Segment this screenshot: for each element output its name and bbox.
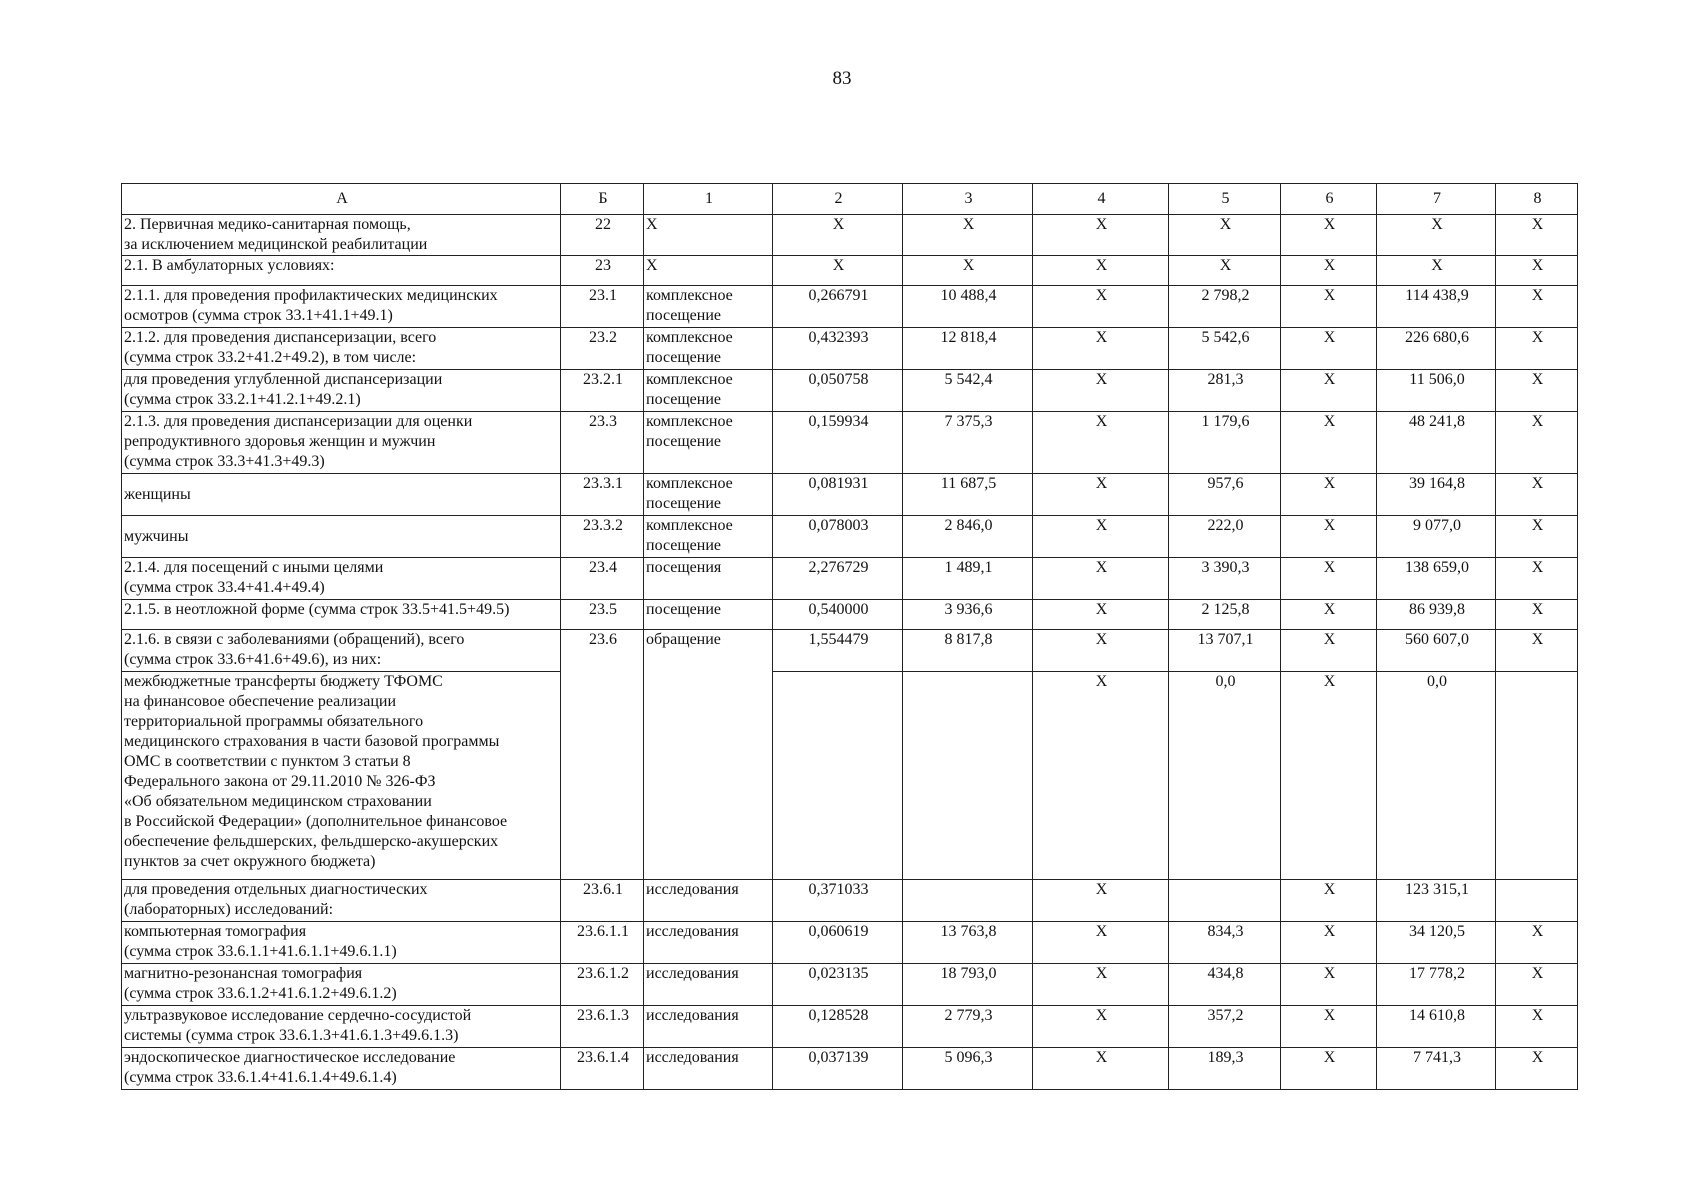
table-row [122, 328, 1578, 370]
value-cell: 9 077,0 [1377, 516, 1496, 558]
value-cell: X [1033, 558, 1169, 600]
page-number: 83 [832, 68, 852, 89]
value-cell: 5 542,6 [1169, 328, 1281, 370]
value-cell: X [1033, 412, 1169, 474]
value-cell: 0,050758 [773, 370, 903, 412]
value-cell: X [1496, 1048, 1578, 1090]
value-cell: 0,540000 [773, 600, 903, 630]
value-cell: 2 846,0 [903, 516, 1033, 558]
value-cell: X [1281, 672, 1377, 880]
value-cell: X [1033, 1006, 1169, 1048]
data-table [121, 183, 1578, 1090]
value-cell: 0,371033 [773, 880, 903, 922]
value-cell: X [1281, 286, 1377, 328]
value-cell: 357,2 [1169, 1006, 1281, 1048]
row-label: 2.1.6. в связи с заболеваниями (обращений), всего (сумма строк 33.6+41.6+49.6), из них: [122, 630, 561, 672]
value-cell: X [1281, 1006, 1377, 1048]
value-cell: X [773, 256, 903, 286]
value-cell: 39 164,8 [1377, 474, 1496, 516]
value-cell: X [1033, 880, 1169, 922]
unit-cell: X [644, 215, 773, 256]
value-cell: X [1496, 474, 1578, 516]
value-cell: X [1033, 672, 1169, 880]
value-cell: 2 798,2 [1169, 286, 1281, 328]
row-code-cell: 23.2.1 [561, 370, 644, 412]
value-cell: X [1281, 328, 1377, 370]
unit-cell: исследования [644, 1006, 773, 1048]
unit-cell: обращение [644, 630, 773, 880]
value-cell: X [1281, 600, 1377, 630]
column-header: 6 [1281, 184, 1377, 215]
unit-cell: исследования [644, 1048, 773, 1090]
value-cell: X [1033, 474, 1169, 516]
table-row [122, 558, 1578, 600]
value-cell [903, 672, 1033, 880]
value-cell: X [1496, 1006, 1578, 1048]
value-cell: 7 375,3 [903, 412, 1033, 474]
row-label: 2.1.1. для проведения профилактических медицинских осмотров (сумма строк 33.1+41.1+49.1) [122, 286, 561, 328]
value-cell: X [1496, 286, 1578, 328]
value-cell: 5 542,4 [903, 370, 1033, 412]
value-cell: X [1496, 516, 1578, 558]
value-cell: X [1496, 964, 1578, 1006]
value-cell: X [903, 256, 1033, 286]
value-cell: X [1033, 516, 1169, 558]
value-cell: X [1281, 474, 1377, 516]
value-cell: 18 793,0 [903, 964, 1033, 1006]
table-row [122, 880, 1578, 922]
table-row [122, 412, 1578, 474]
value-cell: 1,554479 [773, 630, 903, 672]
value-cell: 226 680,6 [1377, 328, 1496, 370]
unit-cell: комплексное посещение [644, 370, 773, 412]
value-cell: 114 438,9 [1377, 286, 1496, 328]
row-code-cell: 23.3.2 [561, 516, 644, 558]
value-cell: 2 779,3 [903, 1006, 1033, 1048]
value-cell: 13 763,8 [903, 922, 1033, 964]
table-row [122, 215, 1578, 256]
row-code-cell: 23.6.1.1 [561, 922, 644, 964]
value-cell: X [1496, 600, 1578, 630]
unit-cell: комплексное посещение [644, 328, 773, 370]
row-code-cell: 23.6.1 [561, 880, 644, 922]
value-cell: 11 687,5 [903, 474, 1033, 516]
unit-cell: посещения [644, 558, 773, 600]
column-header: 8 [1496, 184, 1578, 215]
row-code-cell: 23.5 [561, 600, 644, 630]
row-label: эндоскопическое диагностическое исследование (сумма строк 33.6.1.4+41.6.1.4+49.6.1.4) [122, 1048, 561, 1090]
value-cell: 48 241,8 [1377, 412, 1496, 474]
value-cell: 7 741,3 [1377, 1048, 1496, 1090]
row-code-cell: 23.4 [561, 558, 644, 600]
value-cell: 0,023135 [773, 964, 903, 1006]
value-cell: X [1169, 215, 1281, 256]
table-row [122, 672, 1578, 880]
value-cell: 12 818,4 [903, 328, 1033, 370]
value-cell: 123 315,1 [1377, 880, 1496, 922]
value-cell: 0,078003 [773, 516, 903, 558]
value-cell: X [1033, 922, 1169, 964]
unit-cell: комплексное посещение [644, 474, 773, 516]
row-label: 2.1.3. для проведения диспансеризации для оценки репродуктивного здоровья женщин и мужчин (сумма строк 33.3+41.3+49.3) [122, 412, 561, 474]
value-cell: 0,0 [1377, 672, 1496, 880]
row-label: ультразвуковое исследование сердечно-сосудистой системы (сумма строк 33.6.1.3+41.6.1.3+49.6.1.3) [122, 1006, 561, 1048]
row-code-cell: 23.6.1.2 [561, 964, 644, 1006]
row-label: для проведения отдельных диагностических (лабораторных) исследований: [122, 880, 561, 922]
value-cell: X [1281, 558, 1377, 600]
column-header: Б [561, 184, 644, 215]
value-cell: 189,3 [1169, 1048, 1281, 1090]
row-label: 2.1. В амбулаторных условиях: [122, 256, 561, 286]
table-row [122, 600, 1578, 630]
table-row [122, 1006, 1578, 1048]
table-row [122, 964, 1578, 1006]
value-cell: 5 096,3 [903, 1048, 1033, 1090]
row-label: межбюджетные трансферты бюджету ТФОМС на финансовое обеспечение реализации территориальной программы обязательного медицинского страхования в части базовой программы ОМС в соответствии с пунктом 3 статьи 8 Федерального закона от 29.11.2010 № 326-ФЗ «Об обязательном медицинском страховании в Российской Федерации» (дополнительное финансовое обеспечение фельдшерских, фельдшерско-акушерских пунктов за счет окружного бюджета) [122, 672, 561, 880]
unit-cell: исследования [644, 922, 773, 964]
value-cell: X [1496, 922, 1578, 964]
row-code-cell: 23.3 [561, 412, 644, 474]
value-cell: X [1281, 922, 1377, 964]
column-header: 7 [1377, 184, 1496, 215]
value-cell: X [1281, 1048, 1377, 1090]
value-cell: 2,276729 [773, 558, 903, 600]
value-cell: X [903, 215, 1033, 256]
value-cell: 0,0 [1169, 672, 1281, 880]
row-code-cell: 23.6 [561, 630, 644, 880]
value-cell: 14 610,8 [1377, 1006, 1496, 1048]
value-cell: X [1496, 558, 1578, 600]
value-cell [903, 880, 1033, 922]
table-header-row [122, 184, 1578, 215]
row-label: женщины [122, 474, 561, 516]
table-row [122, 516, 1578, 558]
row-label: магнитно-резонансная томография (сумма строк 33.6.1.2+41.6.1.2+49.6.1.2) [122, 964, 561, 1006]
value-cell: 957,6 [1169, 474, 1281, 516]
value-cell: X [1033, 256, 1169, 286]
row-code-cell: 23.6.1.3 [561, 1006, 644, 1048]
unit-cell: комплексное посещение [644, 412, 773, 474]
value-cell: X [1281, 412, 1377, 474]
column-header: 1 [644, 184, 773, 215]
value-cell [773, 672, 903, 880]
table-row [122, 474, 1578, 516]
value-cell: 17 778,2 [1377, 964, 1496, 1006]
row-label: мужчины [122, 516, 561, 558]
value-cell: 3 390,3 [1169, 558, 1281, 600]
value-cell: X [1496, 412, 1578, 474]
unit-cell: посещение [644, 600, 773, 630]
value-cell: X [1496, 256, 1578, 286]
value-cell: 222,0 [1169, 516, 1281, 558]
value-cell: X [1281, 880, 1377, 922]
value-cell: X [1033, 964, 1169, 1006]
value-cell: X [1496, 630, 1578, 672]
row-code-cell: 23.3.1 [561, 474, 644, 516]
value-cell [1496, 672, 1578, 880]
value-cell: 8 817,8 [903, 630, 1033, 672]
value-cell: X [1496, 215, 1578, 256]
value-cell: 434,8 [1169, 964, 1281, 1006]
value-cell [1496, 880, 1578, 922]
unit-cell: исследования [644, 880, 773, 922]
row-label: 2.1.2. для проведения диспансеризации, всего (сумма строк 33.2+41.2+49.2), в том числе: [122, 328, 561, 370]
value-cell: 834,3 [1169, 922, 1281, 964]
value-cell: X [1033, 630, 1169, 672]
column-header: 4 [1033, 184, 1169, 215]
unit-cell: комплексное посещение [644, 286, 773, 328]
value-cell: X [1281, 370, 1377, 412]
table-row [122, 1048, 1578, 1090]
value-cell: 11 506,0 [1377, 370, 1496, 412]
table-row [122, 922, 1578, 964]
value-cell: 138 659,0 [1377, 558, 1496, 600]
value-cell: X [1496, 370, 1578, 412]
value-cell: X [1281, 516, 1377, 558]
row-code-cell: 23 [561, 256, 644, 286]
value-cell: 86 939,8 [1377, 600, 1496, 630]
value-cell [1169, 880, 1281, 922]
value-cell: X [1281, 215, 1377, 256]
value-cell: 1 179,6 [1169, 412, 1281, 474]
value-cell: X [1281, 256, 1377, 286]
value-cell: X [1281, 630, 1377, 672]
row-code-cell: 23.1 [561, 286, 644, 328]
value-cell: X [1281, 964, 1377, 1006]
value-cell: 281,3 [1169, 370, 1281, 412]
value-cell: 13 707,1 [1169, 630, 1281, 672]
row-code-cell: 22 [561, 215, 644, 256]
value-cell: 10 488,4 [903, 286, 1033, 328]
value-cell: 2 125,8 [1169, 600, 1281, 630]
unit-cell: исследования [644, 964, 773, 1006]
unit-cell: X [644, 256, 773, 286]
row-label: компьютерная томография (сумма строк 33.6.1.1+41.6.1.1+49.6.1.1) [122, 922, 561, 964]
value-cell: X [1033, 600, 1169, 630]
row-label: для проведения углубленной диспансеризации (сумма строк 33.2.1+41.2.1+49.2.1) [122, 370, 561, 412]
value-cell: X [1377, 215, 1496, 256]
value-cell: X [1033, 328, 1169, 370]
value-cell: 560 607,0 [1377, 630, 1496, 672]
value-cell: 0,159934 [773, 412, 903, 474]
value-cell: 1 489,1 [903, 558, 1033, 600]
value-cell: X [1033, 1048, 1169, 1090]
value-cell: 0,081931 [773, 474, 903, 516]
value-cell: X [1033, 286, 1169, 328]
value-cell: 3 936,6 [903, 600, 1033, 630]
column-header: 3 [903, 184, 1033, 215]
row-label: 2.1.5. в неотложной форме (сумма строк 33.5+41.5+49.5) [122, 600, 561, 630]
value-cell: X [773, 215, 903, 256]
value-cell: 0,060619 [773, 922, 903, 964]
value-cell: 0,037139 [773, 1048, 903, 1090]
column-header: 5 [1169, 184, 1281, 215]
table-row [122, 630, 1578, 672]
value-cell: X [1496, 328, 1578, 370]
value-cell: 0,266791 [773, 286, 903, 328]
row-label: 2.1.4. для посещений с иными целями (сумма строк 33.4+41.4+49.4) [122, 558, 561, 600]
table-row [122, 370, 1578, 412]
value-cell: 34 120,5 [1377, 922, 1496, 964]
unit-cell: комплексное посещение [644, 516, 773, 558]
row-label: 2. Первичная медико-санитарная помощь, за исключением медицинской реабилитации [122, 215, 561, 256]
value-cell: 0,128528 [773, 1006, 903, 1048]
table-row [122, 286, 1578, 328]
value-cell: 0,432393 [773, 328, 903, 370]
row-code-cell: 23.2 [561, 328, 644, 370]
column-header: 2 [773, 184, 903, 215]
value-cell: X [1377, 256, 1496, 286]
row-code-cell: 23.6.1.4 [561, 1048, 644, 1090]
table-row [122, 256, 1578, 286]
column-header: А [122, 184, 561, 215]
value-cell: X [1169, 256, 1281, 286]
value-cell: X [1033, 215, 1169, 256]
value-cell: X [1033, 370, 1169, 412]
